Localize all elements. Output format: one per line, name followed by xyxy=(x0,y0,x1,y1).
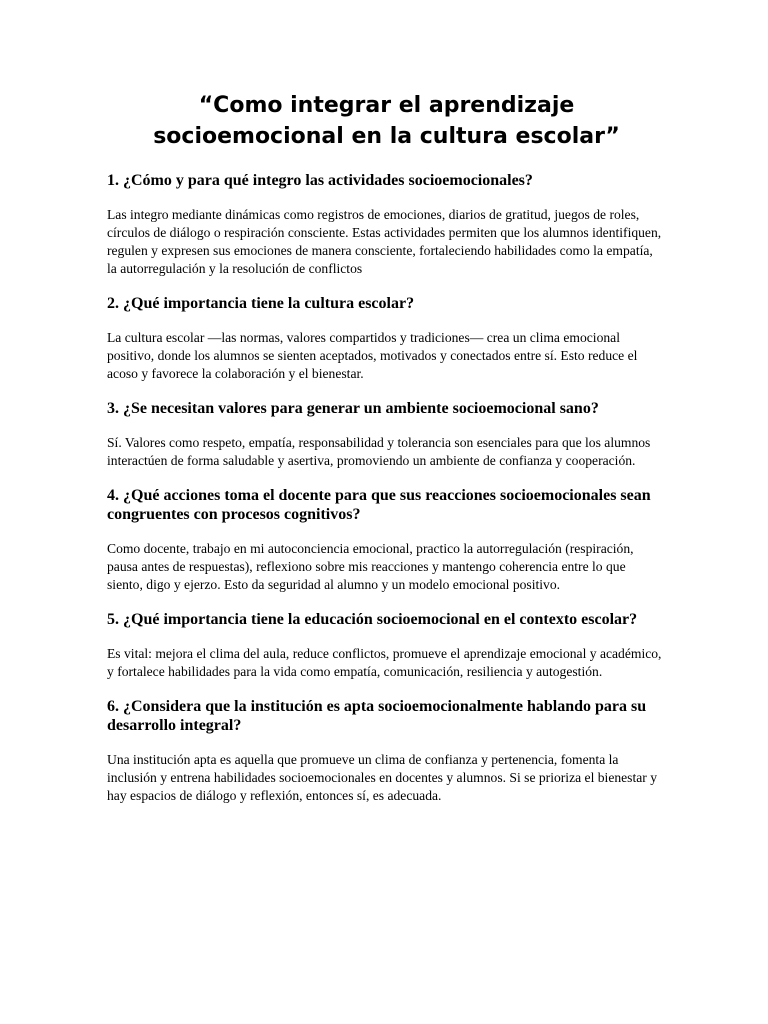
answer-paragraph: Las integro mediante dinámicas como registros de emociones, diarios de gratitud, juegos de roles, círculos de diálogo o respiración consciente. Estas actividades permiten que los alumnos identifiquen, regulen y expresen sus emociones de manera consciente, fortaleciendo habilidades como la empatía, la autorregulación y la resolución de conflictos xyxy=(107,207,662,276)
question-heading: 3. ¿Se necesitan valores para generar un ambiente socioemocional sano? xyxy=(107,400,599,417)
qa-section-6 xyxy=(107,697,664,805)
answer-paragraph: Una institución apta es aquella que promueve un clima de confianza y pertenencia, fomenta la inclusión y entrena habilidades socioemocionales en docentes y alumnos. Si se prioriza el bienestar y hay espacios de diálogo y reflexión, entonces sí, es adecuada. xyxy=(107,752,658,803)
question-heading: 1. ¿Cómo y para qué integro las actividades socioemocionales? xyxy=(107,172,533,189)
qa-section-2 xyxy=(107,294,664,383)
answer-paragraph: Sí. Valores como respeto, empatía, responsabilidad y tolerancia son esenciales para que los alumnos interactúen de forma saludable y asertiva, promoviendo un ambiente de confianza y cooperación. xyxy=(107,435,651,468)
answer-paragraph: Es vital: mejora el clima del aula, reduce conflictos, promueve el aprendizaje emocional y académico, y fortalece habilidades para la vida como empatía, comunicación, resiliencia y autogestión. xyxy=(107,646,662,679)
question-heading: 5. ¿Qué importancia tiene la educación socioemocional en el contexto escolar? xyxy=(107,611,638,628)
qa-section-4 xyxy=(107,486,664,594)
answer-paragraph: Como docente, trabajo en mi autoconciencia emocional, practico la autorregulación (respiración, pausa antes de respuestas), reflexiono sobre mis reacciones y mantengo coherencia entre lo que siento, digo y ejerzo. Esto da seguridad al alumno y un modelo emocional positivo. xyxy=(107,541,634,592)
document-title: “Como integrar el aprendizaje socioemocional en la cultura escolar” xyxy=(153,93,620,149)
question-heading: 6. ¿Considera que la institución es apta socioemocionalmente hablando para su desarrollo integral? xyxy=(107,698,647,734)
qa-section-5 xyxy=(107,610,664,681)
answer-paragraph: La cultura escolar —las normas, valores compartidos y tradiciones— crea un clima emocional positivo, donde los alumnos se sienten aceptados, motivados y conectados entre sí. Esto reduce el acoso y favorece la colaboración y el bienestar. xyxy=(107,330,638,381)
question-heading: 2. ¿Qué importancia tiene la cultura escolar? xyxy=(107,295,415,312)
question-heading: 4. ¿Qué acciones toma el docente para que sus reacciones socioemocionales sean congruentes con procesos cognitivos? xyxy=(107,487,651,523)
qa-section-3 xyxy=(107,399,664,470)
qa-section-1 xyxy=(107,171,664,278)
